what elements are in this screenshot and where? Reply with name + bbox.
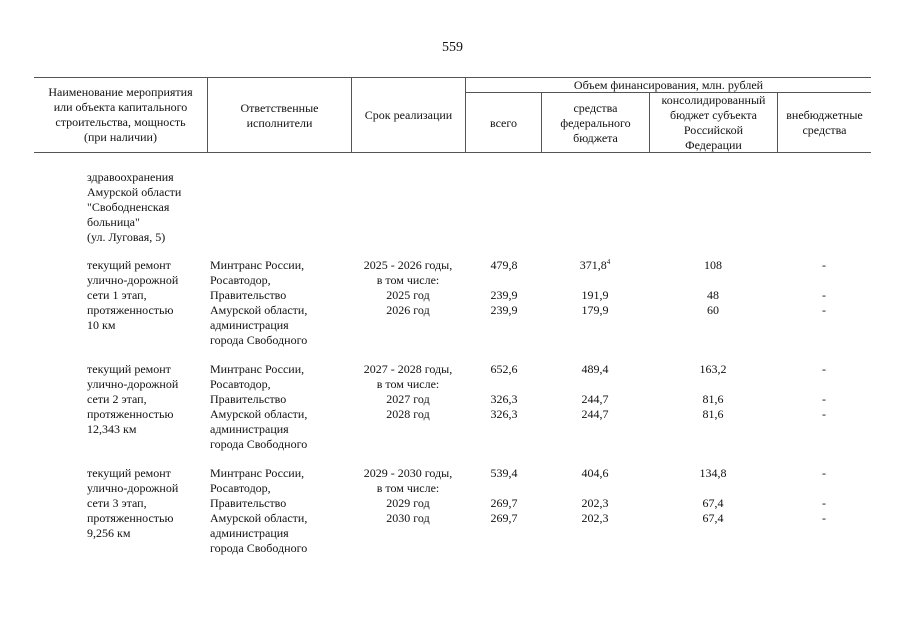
row-regional: 134,8 67,4 67,4 bbox=[699, 466, 727, 525]
row-responsible: Минтранс России, Росавтодор, Правительство Амурской области, администрация города Свободного bbox=[210, 258, 308, 347]
row-total: 479,8 239,9 239,9 bbox=[490, 258, 518, 317]
row-federal: 489,4 244,7 244,7 bbox=[581, 362, 609, 421]
row-regional: 163,2 81,6 81,6 bbox=[699, 362, 727, 421]
header-responsible: Ответственные исполнители bbox=[240, 101, 319, 130]
row-extrabudget: - - - bbox=[822, 362, 826, 421]
footnote-mark: 4 bbox=[606, 258, 611, 266]
row-federal: 404,6 202,3 202,3 bbox=[581, 466, 609, 525]
row-regional: 108 48 60 bbox=[704, 258, 722, 317]
continuation-text: здравоохранения Амурской области "Свободненская больница" (ул. Луговая, 5) bbox=[87, 170, 182, 244]
row-responsible: Минтранс России, Росавтодор, Правительство Амурской области, администрация города Свободного bbox=[210, 362, 308, 451]
row-total: 652,6 326,3 326,3 bbox=[490, 362, 518, 421]
header-regional: консолидированный бюджет субъекта Российской Федерации bbox=[661, 93, 766, 152]
header-name: Наименование мероприятия или объекта капитального строительства, мощность (при наличии) bbox=[48, 85, 193, 144]
header-term: Срок реализации bbox=[364, 108, 453, 122]
row-extrabudget: - - - bbox=[822, 466, 826, 525]
header-total: всего bbox=[489, 116, 518, 130]
header-federal: средства федерального бюджета bbox=[560, 101, 631, 145]
row-name: текущий ремонт улично-дорожной сети 1 этап, протяженностью 10 км bbox=[87, 258, 179, 332]
row-term: 2025 - 2026 годы, в том числе: 2025 год 2026 год bbox=[363, 258, 453, 317]
header-financing-group: Объем финансирования, млн. рублей bbox=[573, 78, 764, 92]
row-term: 2027 - 2028 годы, в том числе: 2027 год 2028 год bbox=[363, 362, 453, 421]
header-extrabudget: внебюджетные средства bbox=[786, 108, 863, 137]
page-number: 559 bbox=[442, 40, 463, 55]
row-total: 539,4 269,7 269,7 bbox=[490, 466, 518, 525]
row-name: текущий ремонт улично-дорожной сети 3 этап, протяженностью 9,256 км bbox=[87, 466, 179, 540]
row-term: 2029 - 2030 годы, в том числе: 2029 год 2030 год bbox=[363, 466, 453, 525]
row-extrabudget: - - - bbox=[822, 258, 826, 317]
row-responsible: Минтранс России, Росавтодор, Правительство Амурской области, администрация города Свободного bbox=[210, 466, 308, 555]
row-name: текущий ремонт улично-дорожной сети 2 этап, протяженностью 12,343 км bbox=[87, 362, 179, 436]
row-federal: 371,8$^4$ 191,9 179,9 bbox=[579, 258, 611, 317]
